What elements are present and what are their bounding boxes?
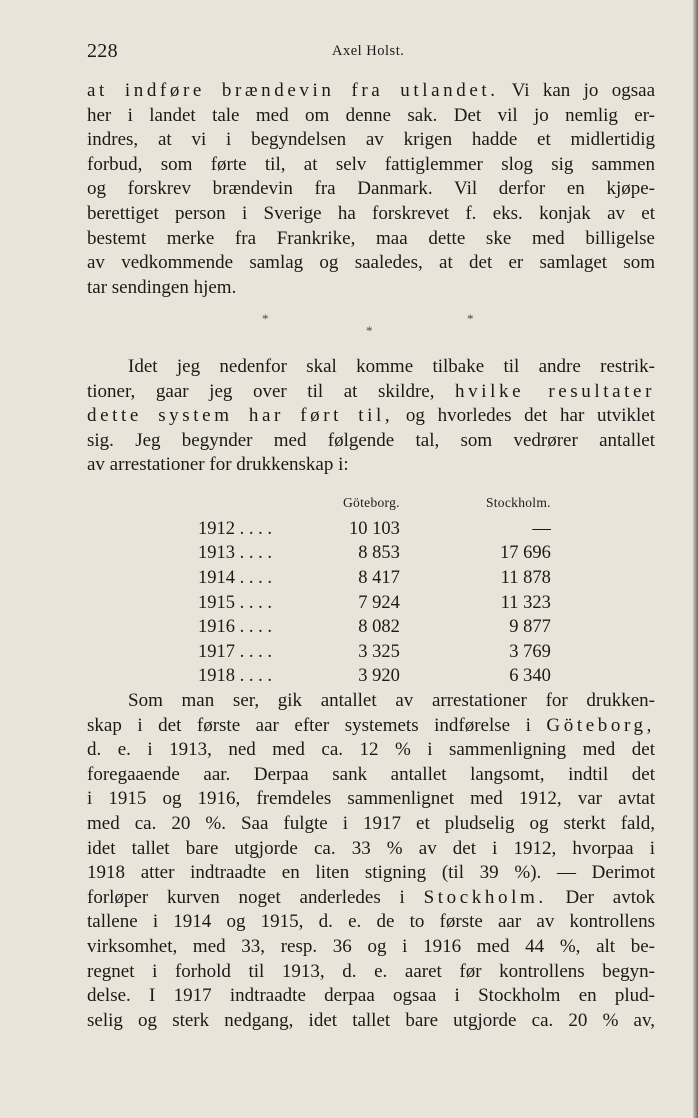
- spaced-text: at indføre brændevin fra utlandet.: [87, 80, 499, 101]
- year-cell: 1915 . . . .: [198, 592, 272, 613]
- section-asterisk: *: [467, 311, 474, 326]
- text-line: [87, 714, 655, 739]
- table-row: [198, 665, 551, 690]
- stockholm-cell: —: [532, 518, 551, 539]
- section-asterisk: *: [366, 323, 373, 338]
- text-run: og hvorledes det har utviklet: [393, 405, 655, 427]
- paragraph-3: [87, 689, 655, 1033]
- year-cell: 1916 . . . .: [198, 617, 272, 638]
- text-line: [87, 886, 655, 911]
- table-row: [198, 591, 551, 616]
- year-cell: 1912 . . . .: [198, 518, 272, 539]
- table-row: [198, 517, 551, 542]
- stockholm-cell: 11 323: [500, 592, 551, 613]
- text-line: her i landet tale med om denne sak. Det vil jo nemlig er-: [87, 104, 655, 126]
- text-line: [87, 380, 655, 405]
- text-line: tallene i 1914 og 1915, d. e. de to første aar av kontrollens: [87, 911, 655, 933]
- paragraph-1: [87, 79, 655, 300]
- section-asterisk: *: [262, 311, 269, 326]
- goteborg-cell: 10 103: [348, 518, 400, 539]
- text-line: med ca. 20 %. Saa fulgte i 1917 et pludselig og sterkt fald,: [87, 812, 655, 834]
- goteborg-cell: 8 853: [358, 543, 400, 564]
- spaced-text: dette system har ført til,: [87, 405, 394, 427]
- year-column-header: [198, 495, 343, 517]
- text-run: forløper kurven noget anderledes i: [87, 886, 424, 908]
- page-header: [87, 40, 654, 66]
- year-cell: 1918 . . . .: [198, 666, 272, 687]
- text-line: [87, 404, 655, 429]
- text-run: skap i det første aar efter systemets indførelse i: [87, 714, 547, 736]
- goteborg-cell: 3 325: [358, 641, 400, 662]
- text-line: 1918 atter indtraadte en liten stigning (til 39 %). — Derimot: [87, 862, 655, 884]
- page-edge: [693, 0, 698, 1118]
- text-line: virksomhet, med 33, resp. 36 og i 1916 med 44 %, alt be-: [87, 935, 655, 957]
- spaced-text: hvilke resultater: [455, 380, 656, 402]
- stockholm-cell: 6 340: [509, 666, 551, 687]
- text-line: bestemt merke fra Frankrike, maa dette ske med billigelse: [87, 227, 655, 249]
- spaced-text: Göteborg,: [546, 714, 655, 736]
- text-line: i 1915 og 1916, fremdeles sammenlignet med 1912, var avtat: [87, 788, 655, 810]
- goteborg-cell: 8 082: [358, 617, 400, 638]
- goteborg-cell: 3 920: [358, 666, 400, 687]
- stockholm-column-header: Stockholm.: [485, 495, 551, 510]
- text-line: delse. I 1917 indtraadte derpaa ogsaa i Stockholm en plud-: [87, 985, 655, 1007]
- text-line: av arrestationer for drukkenskap i:: [87, 454, 349, 476]
- stockholm-cell: 3 769: [509, 641, 551, 662]
- text-line: sig. Jeg begynder med følgende tal, som vedrører antallet: [87, 429, 655, 451]
- goteborg-cell: 8 417: [358, 567, 400, 588]
- arrest-statistics-table: [198, 495, 551, 689]
- text-line: forbud, som førte til, at selv fattiglemmer slog sig sammen: [87, 153, 655, 175]
- text-line: selig og sterk nedgang, idet tallet bare utgjorde ca. 20 % av,: [87, 1009, 655, 1031]
- text-line: foregaaende aar. Derpaa sank antallet langsomt, indtil det: [87, 763, 655, 785]
- spaced-text: Stockholm.: [423, 886, 547, 908]
- text-line: Som man ser, gik antallet av arrestationer for drukken-: [128, 690, 655, 711]
- text-line: regnet i forhold til 1913, d. e. aaret før kontrollens begyn-: [87, 960, 655, 982]
- stockholm-cell: 9 877: [509, 617, 551, 638]
- stockholm-cell: 17 696: [499, 543, 551, 564]
- goteborg-column-header: Göteborg.: [343, 495, 400, 510]
- year-cell: 1913 . . . .: [198, 543, 272, 564]
- year-cell: 1914 . . . .: [198, 567, 272, 588]
- page-number: 228: [87, 40, 118, 62]
- table-header-row: [198, 495, 551, 517]
- text-run: Vi kan jo ogsaa: [498, 80, 655, 101]
- text-line: d. e. i 1913, ned med ca. 12 % i sammenligning med det: [87, 739, 655, 761]
- table-row: [198, 542, 551, 567]
- text-run: tioner, gaar jeg over til at skildre,: [87, 380, 456, 402]
- table-row: [198, 615, 551, 640]
- table-row: [198, 640, 551, 665]
- text-line: tar sendingen hjem.: [87, 276, 237, 298]
- text-line: berettiget person i Sverige ha forskrevet f. eks. konjak av et: [87, 202, 655, 224]
- text-line: og forskrev brændevin fra Danmark. Vil derfor en kjøpe-: [87, 178, 655, 200]
- text-line: [87, 79, 655, 104]
- running-head: Axel Holst.: [332, 43, 405, 59]
- text-run: Der avtok: [546, 886, 655, 908]
- text-line: Idet jeg nedenfor skal komme tilbake til andre restrik-: [128, 356, 655, 377]
- year-cell: 1917 . . . .: [198, 641, 272, 662]
- stockholm-cell: 11 878: [500, 567, 551, 588]
- text-line: idet tallet bare utgjorde ca. 33 % av det i 1912, hvorpaa i: [87, 837, 655, 859]
- paragraph-2: [87, 355, 655, 478]
- text-line: av vedkommende samlag og saaledes, at det er samlaget som: [87, 252, 655, 274]
- goteborg-cell: 7 924: [358, 592, 400, 613]
- text-line: indres, at vi i begyndelsen av krigen hadde et midlertidig: [87, 129, 655, 151]
- table-row: [198, 566, 551, 591]
